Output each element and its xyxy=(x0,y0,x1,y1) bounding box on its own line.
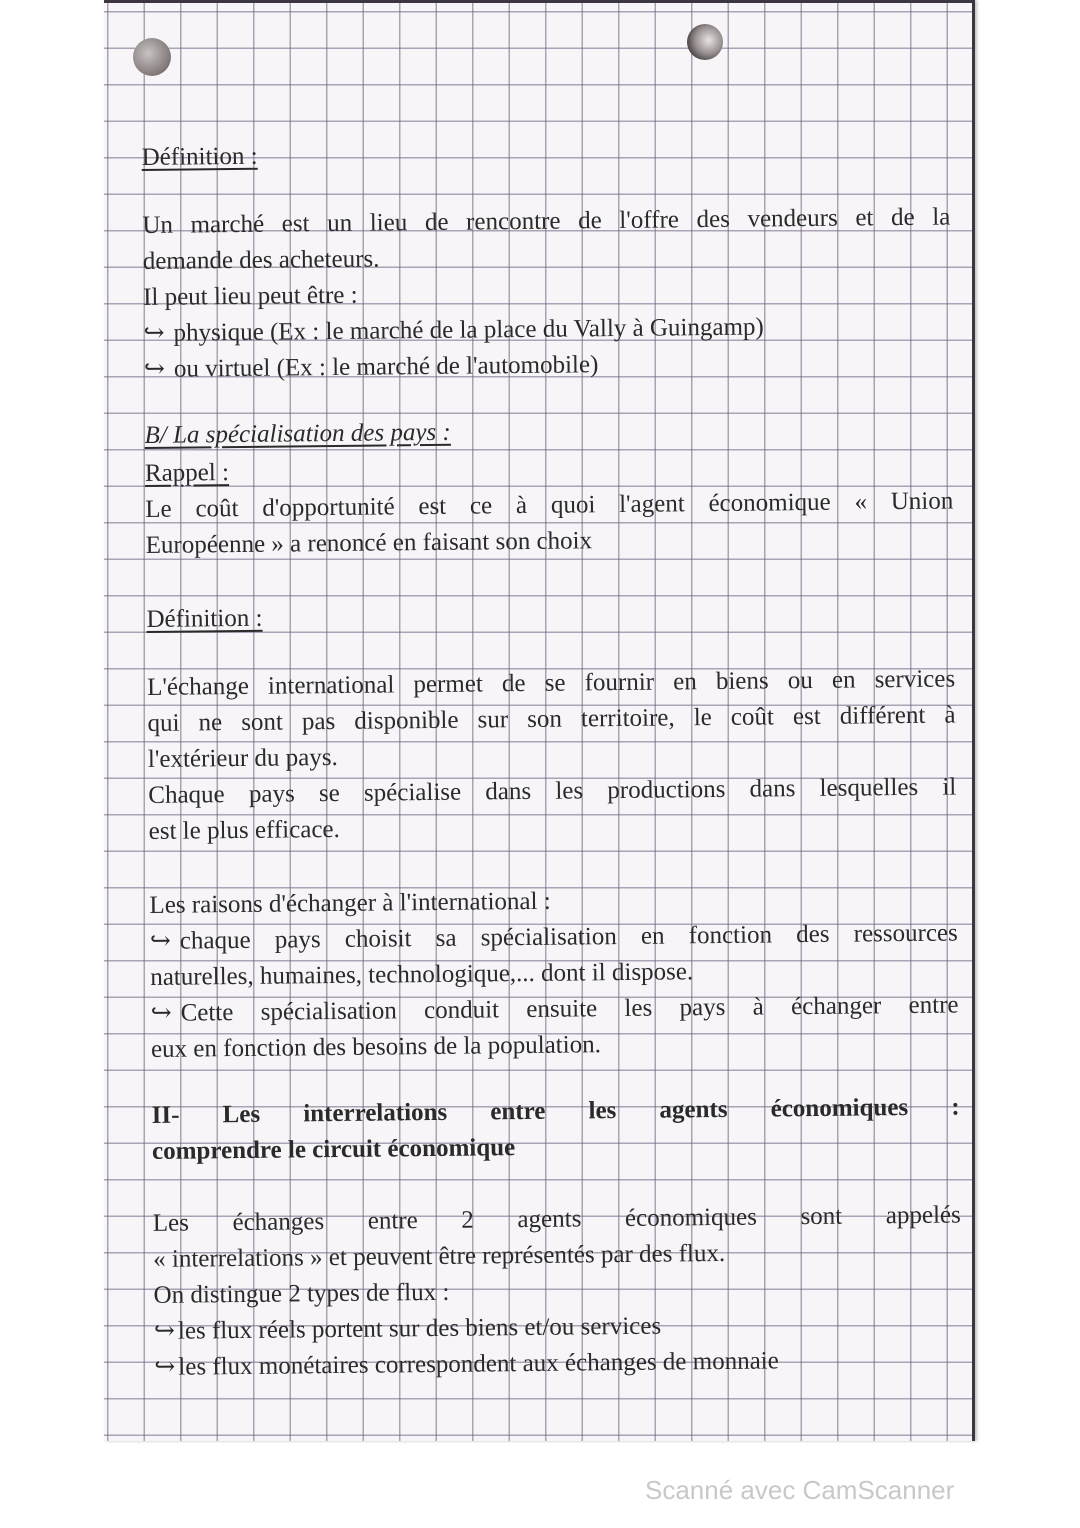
hook-arrow-icon: ↪ xyxy=(150,999,172,1027)
heading-line: II- Les interrelations entre les agents économiques : xyxy=(151,1093,960,1129)
section-b-heading: B/ La spécialisation des pays : xyxy=(144,418,451,449)
hook-arrow-icon: ↪ xyxy=(154,1353,176,1381)
text-line: eux en fonction des besoins de la population. xyxy=(150,1031,602,1063)
section-ii-heading xyxy=(151,1089,960,1169)
rappel-label: Rappel : xyxy=(144,459,230,487)
definition-heading-1: Définition : xyxy=(141,142,258,171)
text-line: Le coût d'opportunité est ce à quoi l'agent économique « Union xyxy=(145,487,954,523)
definition-echange xyxy=(147,662,957,850)
punch-hole-right xyxy=(687,24,723,60)
hook-arrow-icon: ↪ xyxy=(143,355,165,383)
text-line: « interrelations » et peuvent être représentés par des flux. xyxy=(153,1239,726,1273)
scanner-watermark: Scanné avec CamScanner xyxy=(645,1475,955,1505)
list-item: ↪ physique (Ex : le marché de la place du Vally à Guingamp) xyxy=(143,308,951,352)
raisons-heading: Les raisons d'échanger à l'international : xyxy=(149,887,551,919)
list-item: ↪ chaque pays choisit sa spécialisation en fonction des ressources xyxy=(150,915,958,959)
text-line: On distingue 2 types de flux : xyxy=(153,1278,450,1309)
text-line: Il peut lieu peut être : xyxy=(142,281,358,311)
text-line: Un marché est un lieu de rencontre de l'offre des vendeurs et de la xyxy=(142,203,951,239)
text-line: est le plus efficace. xyxy=(148,815,340,845)
raisons-block xyxy=(149,879,959,1067)
hook-arrow-icon: ↪ xyxy=(149,927,171,955)
text-line: Européenne » a renoncé en faisant son choix xyxy=(145,527,593,559)
list-item: ↪ ou virtuel (Ex : le marché de l'automobile) xyxy=(144,344,952,388)
text-line: naturelles, humaines, technologique,... dont il dispose. xyxy=(150,958,694,991)
punch-hole-left xyxy=(133,38,171,76)
interrelations-block xyxy=(153,1197,963,1385)
hook-arrow-icon: ↪ xyxy=(153,1317,176,1345)
list-item: ↪ les flux monétaires correspondent aux échanges de monnaie xyxy=(154,1341,962,1385)
text-line: l'extérieur du pays. xyxy=(147,743,338,773)
text-line: qui ne sont pas disponible sur son territoire, le coût est différent à xyxy=(147,701,956,737)
hook-arrow-icon: ↪ xyxy=(143,319,165,347)
definition-marche xyxy=(142,200,952,388)
text-line: demande des acheteurs. xyxy=(142,245,380,275)
definition-heading-2: Définition : xyxy=(146,604,263,633)
rappel-block xyxy=(145,448,954,564)
text-line: L'échange international permet de se fournir en biens ou en services xyxy=(147,665,956,701)
text-line: Les échanges entre 2 agents économiques sont appelés xyxy=(152,1201,961,1237)
heading-line: comprendre le circuit économique xyxy=(151,1134,516,1165)
list-item: ↪ les flux réels portent sur des biens et/ou services xyxy=(154,1305,962,1349)
list-item: ↪ Cette spécialisation conduit ensuite les pays à échanger entre xyxy=(150,987,958,1031)
text-line: Chaque pays se spécialise dans les productions dans lesquelles il xyxy=(148,773,957,809)
